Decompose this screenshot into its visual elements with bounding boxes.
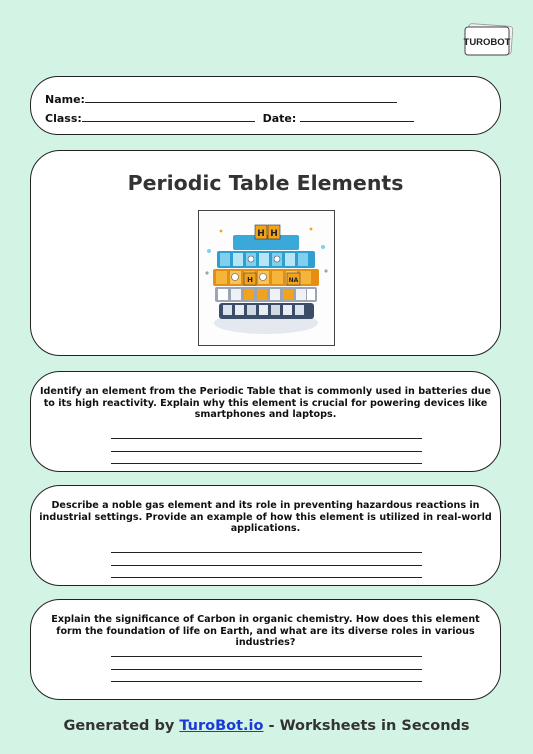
answer-line[interactable] xyxy=(111,669,422,670)
name-line xyxy=(85,93,397,103)
periodic-table-graphic xyxy=(199,211,334,345)
class-label: Class: xyxy=(45,112,82,125)
symbol-na: NA xyxy=(288,277,299,284)
question-1-text: Identify an element from the Periodic Table that is commonly used in batteries due to its high reactivity. Explain why this element is crucial for powering devices like smartphones and laptops. xyxy=(39,386,492,421)
turobot-link[interactable]: TuroBot.io xyxy=(179,718,264,734)
footer-suffix: - Worksheets in Seconds xyxy=(263,718,470,734)
name-label: Name: xyxy=(45,93,85,106)
turobot-logo xyxy=(462,23,516,57)
date-label: Date: xyxy=(262,112,297,125)
title-card xyxy=(30,150,501,356)
answer-line[interactable] xyxy=(111,438,422,439)
footer xyxy=(0,718,533,734)
periodic-table-illustration xyxy=(198,210,335,346)
symbol-h-3: H xyxy=(247,276,253,284)
question-2-text: Describe a noble gas element and its role in preventing hazardous reactions in industrial settings. Provide an example of how this element is utilized in real-world applications. xyxy=(39,500,492,535)
question-3-text: Explain the significance of Carbon in organic chemistry. How does this element form the foundation of life on Earth, and what are its diverse roles in various industries? xyxy=(51,614,480,649)
answer-line[interactable] xyxy=(111,656,422,657)
logo-graphic xyxy=(462,23,516,57)
symbol-h-1: H xyxy=(257,229,265,239)
question-card-2 xyxy=(30,485,501,586)
class-date-row xyxy=(45,112,414,125)
answer-line[interactable] xyxy=(111,463,422,464)
date-line xyxy=(300,112,414,122)
student-info-card xyxy=(30,76,501,135)
logo-text: TUROBOT xyxy=(463,37,511,48)
answer-line[interactable] xyxy=(111,577,422,578)
answer-line[interactable] xyxy=(111,451,422,452)
name-row xyxy=(45,93,397,106)
symbol-h-2: H xyxy=(270,229,278,239)
footer-prefix: Generated by xyxy=(63,718,180,734)
question-card-3 xyxy=(30,599,501,700)
class-line xyxy=(82,112,255,122)
answer-line[interactable] xyxy=(111,565,422,566)
page-title: Periodic Table Elements xyxy=(127,171,404,195)
question-card-1 xyxy=(30,371,501,472)
answer-line[interactable] xyxy=(111,552,422,553)
answer-line[interactable] xyxy=(111,681,422,682)
